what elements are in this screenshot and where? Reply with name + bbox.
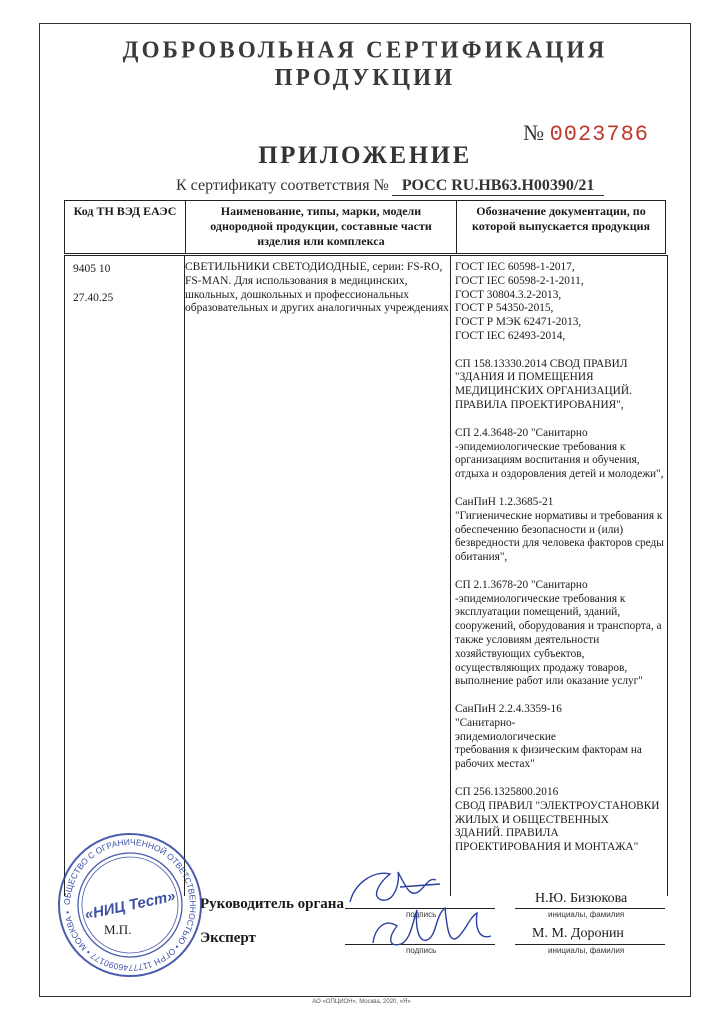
head-name-caption: инициалы, фамилия [548,910,625,919]
expert-name: М. М. Доронин [532,926,624,941]
table-header [64,200,666,254]
code-tnved: 9405 10 [73,263,111,275]
expert-label: Эксперт [200,930,256,946]
seal-place-label: М.П. [104,922,132,937]
doc-sp-256: СП 256.1325800.2016 СВОД ПРАВИЛ "ЭЛЕКТРОУСТАНОВКИ ЖИЛЫХ И ОБЩЕСТВЕННЫХ ЗДАНИЙ. ПРАВИЛА ПРОЕКТИРОВАНИЯ И МОНТАЖА" [455,786,660,854]
product-cell: СВЕТИЛЬНИКИ СВЕТОДИОДНЫЕ, серии: FS-RO, FS-MAN. Для использования в медицинских, школьных, дошкольных и профессиональных образовательных и других аналогичных учреждениях [185,261,449,315]
head-name-line [515,908,665,909]
head-signature-caption: подпись [406,910,437,919]
expert-signature-caption: подпись [406,946,437,955]
certificate-reference [176,177,604,196]
printer-footer: АО «ОПЦИОН», Москва, 2020, «Я» [312,999,411,1005]
doc-sp-2-1-3678: СП 2.1.3678-20 "Санитарно -эпидемиологические требования к эксплуатации помещений, зданий, сооружений, оборудования и транспорта, а также условиям деятельности хозяйствующих субъектов, осуществляющих продажу товаров, выполнение работ или оказание услуг" [455,578,662,688]
stamp-outer-text: ОБЩЕСТВО С ОГРАНИЧЕННОЙ ОТВЕТСТВЕННОСТЬЮ • ОГРН 1177746090177 • МОСКВА • [61,836,199,974]
document-header: ДОБРОВОЛЬНАЯ СЕРТИФИКАЦИЯ ПРОДУКЦИИ [122,36,608,91]
doc-sanpin-1-2-3685: СанПиН 1.2.3685-21 "Гигиенические нормативы и требования к обеспечению безопасности и (или) безвредности для человека факторов среды обитания", [455,495,664,564]
doc-gost-list: ГОСТ IEC 60598-1-2017, ГОСТ IEC 60598-2-1-2011, ГОСТ 30804.3.2-2013, ГОСТ Р 54350-2015, ГОСТ Р МЭК 62471-2013, ГОСТ IEC 62493-2014, [455,261,584,342]
code-okpd: 27.40.25 [73,291,114,304]
head-name: Н.Ю. Бизюкова [535,891,628,906]
expert-name-caption: инициалы, фамилия [548,946,625,955]
appendix-title: ПРИЛОЖЕНИЕ [258,142,472,169]
organization-stamp [55,830,205,980]
header-documents: Обозначение документации, по которой выпускается продукция [457,201,666,254]
stamp-center-text: «НИЦ Тест» [83,887,177,924]
head-label: Руководитель органа [200,896,344,912]
documents-column [455,261,670,869]
code-column [73,262,113,306]
number-sign: № [523,120,545,145]
expert-signature [365,898,505,956]
table-body [64,255,668,896]
column-divider [184,256,185,896]
header-code: Код ТН ВЭД ЕАЭС [65,201,186,254]
cert-prefix: К сертификату соответствия № [176,177,389,194]
doc-sanpin-2-2-4-3359: СанПиН 2.2.4.3359-16 "Санитарно- эпидемиологические требования к физическим факторам на рабочих местах" [455,703,642,771]
doc-sp-2-4-3648: СП 2.4.3648-20 "Санитарно -эпидемиологические требования к организациям воспитания и обучения, отдыха и оздоровления детей и молодежи", [455,426,664,481]
doc-sp-158: СП 158.13330.2014 СВОД ПРАВИЛ "ЗДАНИЯ И ПОМЕЩЕНИЯ МЕДИЦИНСКИХ ОРГАНИЗАЦИЙ. ПРАВИЛА ПРОЕКТИРОВАНИЯ", [455,357,632,412]
expert-name-line [515,944,665,945]
column-divider [450,256,451,896]
cert-number: РОСС RU.НВ63.Н00390/21 [392,177,605,196]
header-product: Наименование, типы, марки, модели однородной продукции, составные части изделия или комплекса [186,201,457,254]
form-number-digits: 0023786 [549,122,649,147]
